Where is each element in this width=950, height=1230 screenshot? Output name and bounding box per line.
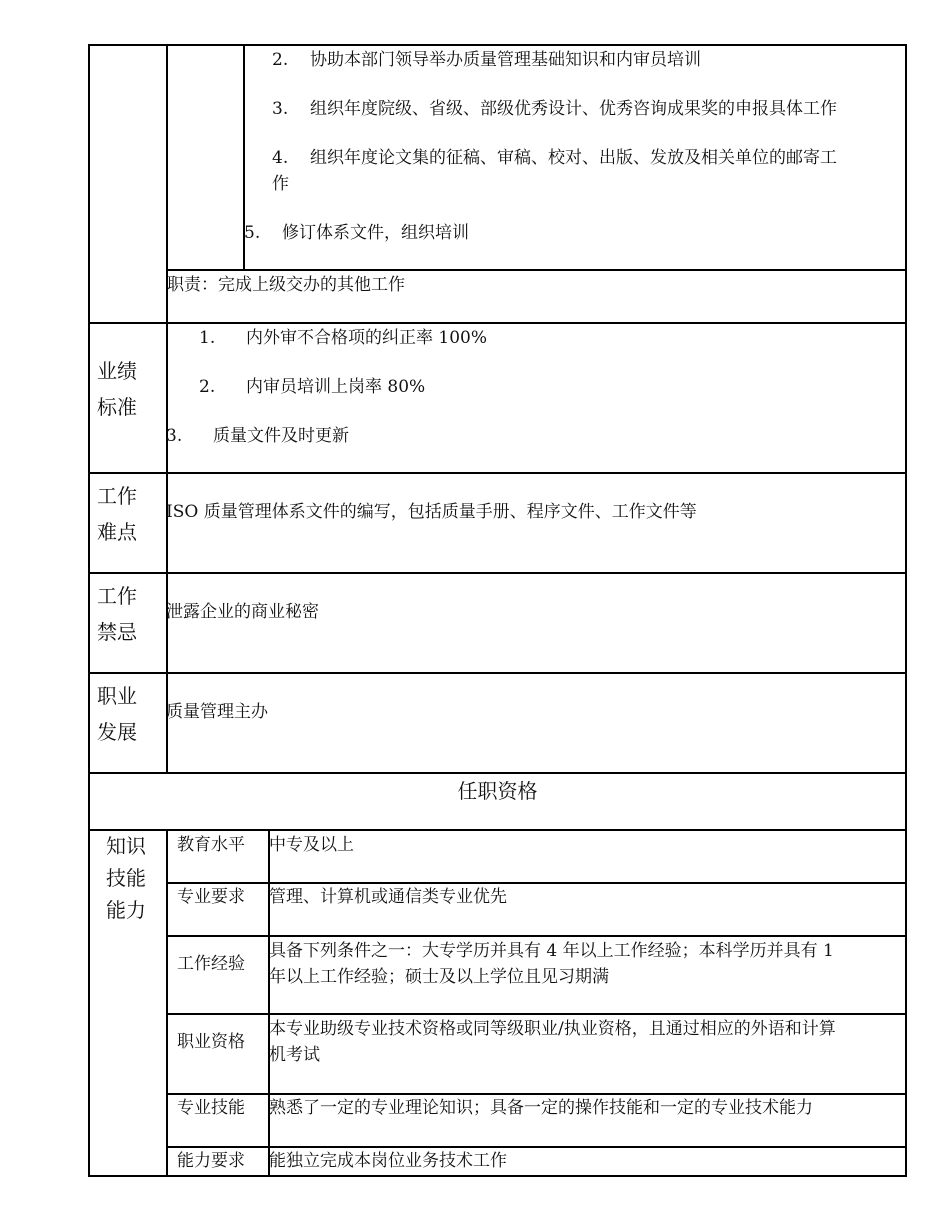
group-label: 知识	[106, 834, 146, 858]
item-number: 2.	[199, 377, 216, 397]
performance-label: 标准	[97, 395, 137, 419]
group-label: 技能	[106, 866, 146, 890]
row-divider	[88, 829, 907, 831]
qual-label: 职业资格	[177, 1032, 245, 1052]
qual-label: 专业要求	[177, 887, 245, 907]
taboo-text: 泄露企业的商业秘密	[166, 602, 319, 622]
qual-value: 中专及以上	[269, 835, 354, 855]
item-text: 修订体系文件，组织培训	[282, 223, 469, 243]
row-divider	[88, 772, 907, 774]
duty-item	[272, 96, 837, 122]
row-divider	[166, 1013, 907, 1015]
row-divider	[88, 572, 907, 574]
career-text: 质量管理主办	[166, 702, 268, 722]
item-number: 3.	[272, 99, 289, 119]
performance-item	[199, 325, 487, 351]
difficulty-text: ISO 质量管理体系文件的编写，包括质量手册、程序文件、工作文件等	[166, 502, 697, 522]
item-text: 内外审不合格项的纠正率 100%	[246, 328, 488, 348]
item-text: 内审员培训上岗率 80%	[246, 377, 426, 397]
taboo-label: 工作	[97, 584, 137, 608]
table-border	[88, 44, 907, 46]
performance-item	[166, 423, 349, 449]
table-border	[88, 1175, 907, 1177]
performance-label: 业绩	[97, 359, 137, 383]
duty-item	[244, 220, 469, 246]
duty-item	[272, 47, 701, 73]
difficulty-label: 工作	[97, 484, 137, 508]
item-text: 质量文件及时更新	[213, 426, 349, 446]
item-text: 组织年度院级、省级、部级优秀设计、优秀咨询成果奖的申报具体工作	[310, 99, 837, 119]
qual-label: 能力要求	[177, 1151, 245, 1171]
item-number: 1.	[199, 328, 216, 348]
qual-value: 熟悉了一定的专业理论知识；具备一定的操作技能和一定的专业技术能力	[269, 1098, 813, 1118]
performance-item	[199, 374, 425, 400]
item-number: 4.	[272, 148, 289, 168]
qual-value: 本专业助级专业技术资格或同等级职业/执业资格，且通过相应的外语和计算	[269, 1019, 836, 1039]
qual-label: 教育水平	[177, 835, 245, 855]
qualification-title: 任职资格	[457, 779, 538, 803]
duty-item-continued: 作	[272, 174, 289, 194]
item-number: 5.	[244, 223, 261, 243]
difficulty-label: 难点	[97, 520, 137, 544]
item-number: 2.	[272, 50, 289, 70]
duty-item	[272, 145, 837, 171]
row-divider	[88, 472, 907, 474]
item-text: 组织年度论文集的征稿、审稿、校对、出版、发放及相关单位的邮寄工	[310, 148, 837, 168]
career-label: 发展	[97, 720, 137, 744]
row-divider	[88, 672, 907, 674]
row-divider	[166, 935, 907, 937]
table-border	[905, 44, 907, 1176]
row-divider	[166, 269, 907, 271]
duty-other: 职责：完成上级交办的其他工作	[167, 275, 405, 295]
col-divider	[166, 44, 168, 773]
qual-value: 管理、计算机或通信类专业优先	[269, 887, 507, 907]
qual-value: 能独立完成本岗位业务技术工作	[269, 1151, 507, 1171]
col-divider	[166, 829, 168, 1176]
qual-label: 专业技能	[177, 1098, 245, 1118]
qual-label: 工作经验	[177, 954, 245, 974]
career-label: 职业	[97, 684, 137, 708]
qual-value: 具备下列条件之一：大专学历并具有 4 年以上工作经验；本科学历并具有 1	[269, 941, 834, 961]
item-number: 3.	[166, 426, 183, 446]
col-divider	[268, 829, 270, 1176]
table-border	[88, 44, 90, 1176]
qual-value: 机考试	[269, 1045, 320, 1065]
qual-value: 年以上工作经验；硕士及以上学位且见习期满	[269, 967, 609, 987]
group-label: 能力	[106, 898, 146, 922]
item-text: 协助本部门领导举办质量管理基础知识和内审员培训	[310, 50, 701, 70]
taboo-label: 禁忌	[97, 620, 137, 644]
row-divider	[88, 322, 907, 324]
